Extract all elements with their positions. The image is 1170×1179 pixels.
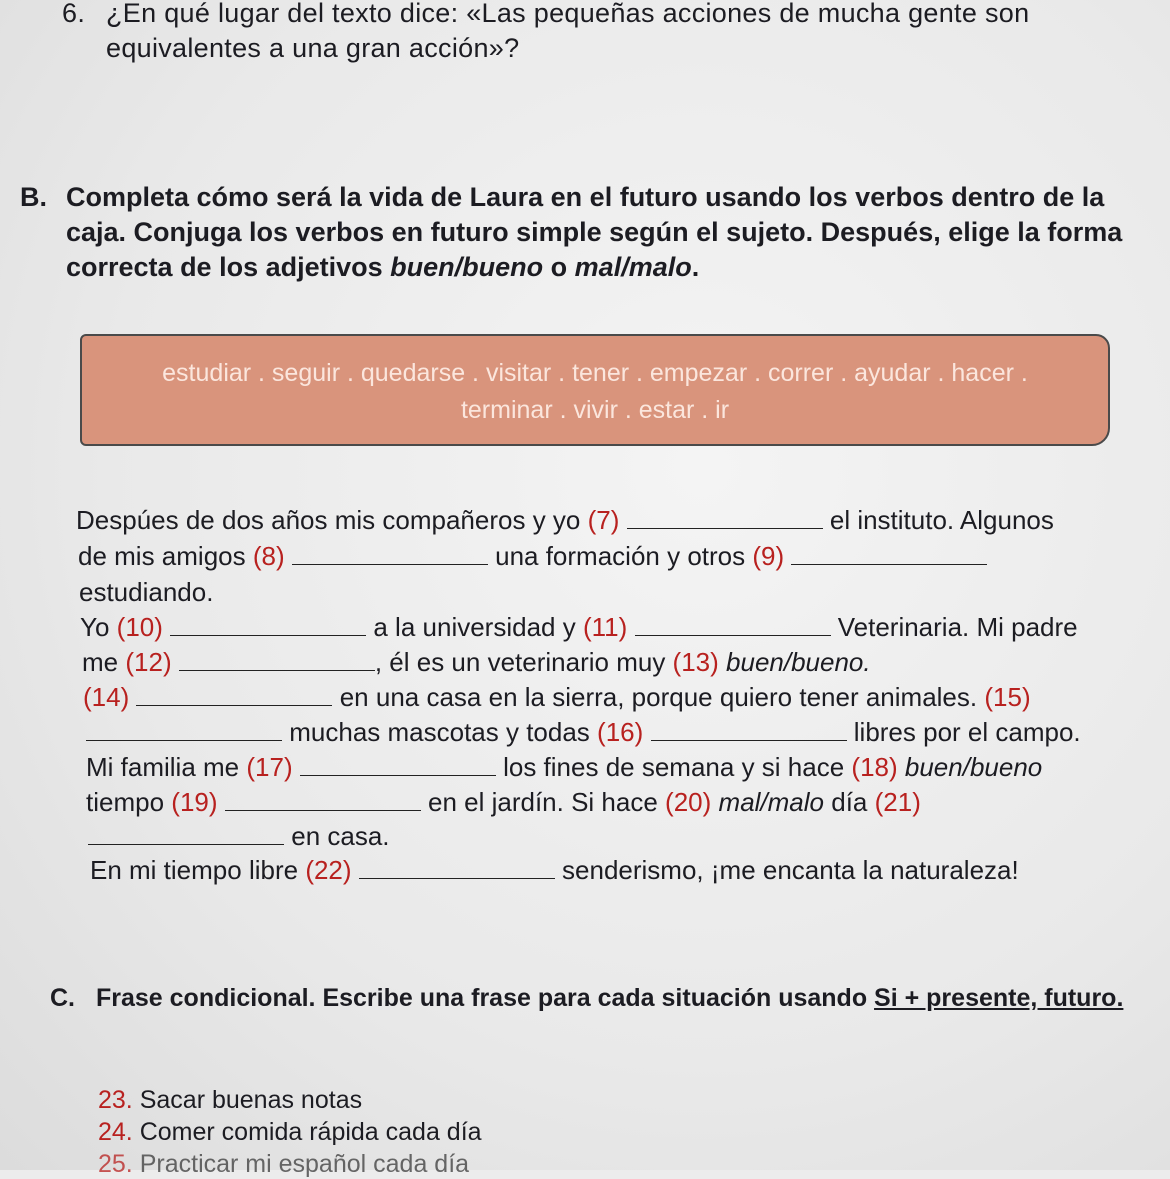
blank-number: (15): [984, 682, 1031, 712]
blank-number: (16): [597, 717, 644, 747]
text: libres por el campo.: [853, 717, 1081, 747]
instruction-connector: o: [550, 252, 568, 282]
adjective-choice: buen/bueno: [904, 752, 1043, 782]
text: una formación y otros: [495, 541, 746, 571]
blank-number: (9): [752, 541, 785, 571]
exercise-line: [78, 541, 987, 572]
text: estudiando.: [79, 577, 214, 607]
blank-number: (10): [116, 612, 163, 642]
item-number: 24.: [98, 1118, 133, 1146]
text: senderismo, ¡me encanta la naturaleza!: [562, 855, 1019, 885]
exercise-line: [88, 821, 390, 852]
section-letter: B.: [20, 182, 47, 212]
text: de mis amigos: [78, 541, 246, 571]
item-text: Comer comida rápida cada día: [139, 1118, 482, 1146]
adjective-choice: mal/malo: [718, 787, 825, 817]
text: en una casa en la sierra, porque quiero tener animales.: [339, 682, 978, 712]
answer-blank-17[interactable]: [300, 753, 496, 776]
blank-number: (11): [582, 612, 628, 642]
exercise-line: [82, 647, 871, 678]
answer-blank-9[interactable]: [791, 542, 987, 565]
text: tiempo: [86, 787, 165, 817]
answer-blank-19[interactable]: [225, 788, 421, 811]
item-number: 25.: [98, 1150, 133, 1178]
exercise-line: [86, 787, 921, 818]
text: muchas mascotas y todas: [289, 717, 590, 747]
question-text: ¿En qué lugar del texto dice: «Las pequeñas acciones de mucha gente son equivalentes a una gran acción»?: [106, 0, 1030, 63]
adjective-choice: buen/bueno.: [726, 647, 871, 677]
blank-number: (18): [851, 752, 898, 782]
item-text: Practicar mi español cada día: [139, 1150, 470, 1178]
text: los fines de semana y si hace: [503, 752, 845, 782]
text: me: [82, 647, 119, 677]
text: en casa.: [291, 821, 390, 851]
section-c-instructions: [50, 978, 1130, 1018]
answer-blank-12[interactable]: [179, 648, 375, 671]
exercise-line: [86, 752, 1042, 783]
answer-blank-8[interactable]: [292, 542, 488, 565]
exercise-line: [83, 682, 1031, 713]
section-b-instructions: [20, 180, 1140, 285]
answer-blank-16[interactable]: [651, 718, 847, 741]
question-6: [62, 0, 1152, 66]
blank-number: (17): [246, 752, 293, 782]
text: en el jardín. Si hace: [428, 787, 658, 817]
exercise-line: [86, 717, 1081, 748]
instruction-text: Frase condicional. Escribe una frase para cada situación usando: [96, 984, 868, 1012]
blank-number: (8): [252, 541, 285, 571]
text: Despúes de dos años mis compañeros y yo: [76, 505, 581, 535]
list-item: [98, 1086, 362, 1115]
adjective-option-2: mal/malo: [574, 252, 692, 282]
blank-number: (22): [305, 855, 352, 885]
blank-number: (12): [125, 647, 172, 677]
item-number: 23.: [98, 1086, 133, 1114]
blank-number: (14): [83, 682, 130, 712]
verb-box: [80, 334, 1110, 446]
blank-number: (7): [587, 505, 620, 535]
blank-number: (20): [665, 787, 712, 817]
verb-box-line-1: estudiar . seguir . quedarse . visitar . tener . empezar . correr . ayudar . hacer .: [162, 359, 1028, 387]
text: el instituto. Algunos: [829, 505, 1054, 535]
exercise-line: [79, 577, 213, 608]
list-item: [98, 1118, 482, 1147]
instruction-text: Completa cómo será la vida de Laura en el futuro usando los verbos dentro de la caja. Conjuga los verbos en futuro simple según el sujeto. Después, elige la forma correcta de los adjetivos: [66, 182, 1123, 282]
exercise-line: [90, 855, 1019, 886]
text: Mi familia me: [86, 752, 240, 782]
answer-blank-22[interactable]: [359, 856, 555, 879]
answer-blank-11[interactable]: [635, 613, 831, 636]
section-letter: C.: [50, 984, 75, 1012]
instruction-underlined: Si + presente, futuro.: [874, 984, 1124, 1012]
answer-blank-15[interactable]: [86, 718, 282, 741]
answer-blank-14[interactable]: [136, 683, 332, 706]
verb-box-line-2: terminar . vivir . estar . ir: [460, 396, 730, 424]
blank-number: (13): [672, 647, 719, 677]
exercise-line: [76, 505, 1054, 536]
adjective-option-1: buen/bueno: [390, 252, 544, 282]
answer-blank-10[interactable]: [170, 613, 366, 636]
question-number: 6.: [62, 0, 86, 28]
exercise-line: [80, 612, 1078, 643]
text: a la universidad y: [373, 612, 576, 642]
text: En mi tiempo libre: [90, 855, 299, 885]
item-text: Sacar buenas notas: [139, 1086, 363, 1114]
answer-blank-7[interactable]: [627, 506, 823, 529]
list-item: [98, 1150, 469, 1179]
text: día: [831, 787, 868, 817]
blank-number: (21): [874, 787, 921, 817]
text: Yo: [80, 612, 110, 642]
text: , él es un veterinario muy: [374, 647, 666, 677]
text: Veterinaria. Mi padre: [837, 612, 1078, 642]
answer-blank-21[interactable]: [88, 822, 284, 845]
instruction-end: .: [691, 252, 700, 282]
blank-number: (19): [171, 787, 218, 817]
